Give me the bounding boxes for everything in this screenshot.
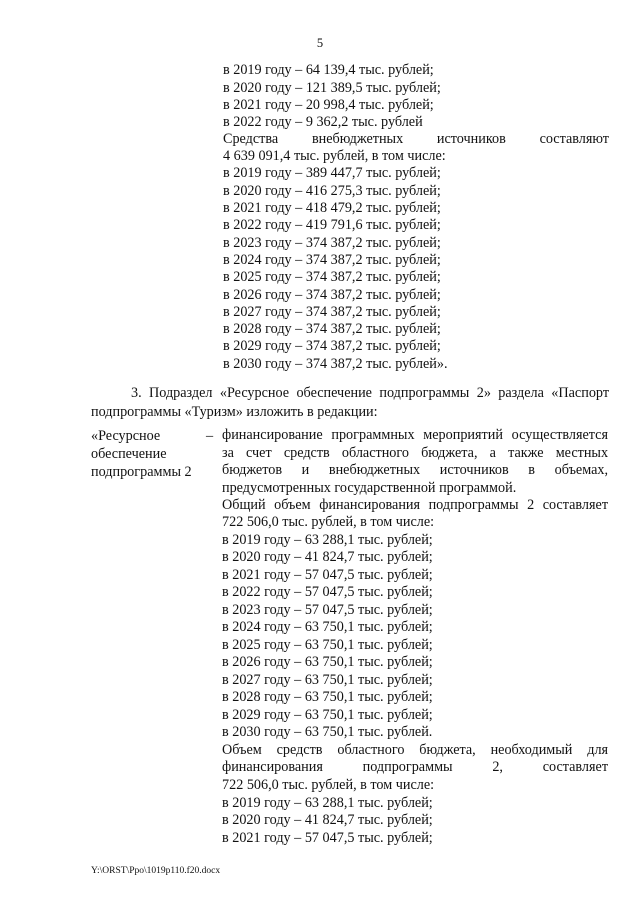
total-year-line: в 2027 году – 63 750,1 тыс. рублей; — [222, 672, 433, 688]
total-year-line: в 2028 году – 63 750,1 тыс. рублей; — [222, 689, 433, 705]
total-year-line: в 2026 году – 63 750,1 тыс. рублей; — [222, 654, 433, 670]
total-financing-line: Общий объем финансирования подпрограммы 2 составляет — [222, 497, 609, 513]
extrabudget-year-line: в 2026 году – 374 387,2 тыс. рублей; — [223, 287, 441, 303]
budget-year-line: в 2022 году – 9 362,2 тыс. рублей — [223, 114, 423, 130]
total-year-line: в 2029 году – 63 750,1 тыс. рублей; — [222, 707, 433, 723]
funding-intro-line: бюджетов и внебюджетных источников в объемах, — [222, 462, 609, 478]
separator-dash: – — [206, 428, 214, 444]
total-year-line: в 2019 году – 63 288,1 тыс. рублей; — [222, 532, 433, 548]
total-year-line: в 2030 году – 63 750,1 тыс. рублей. — [222, 724, 433, 740]
extrabudget-year-line: в 2030 году – 374 387,2 тыс. рублей». — [223, 356, 448, 372]
extrabudget-year-line: в 2024 году – 374 387,2 тыс. рублей; — [223, 252, 441, 268]
regional-budget-value: 722 506,0 тыс. рублей, в том числе: — [222, 777, 435, 793]
section-instruction-line-2: подпрограммы «Туризм» изложить в редакции: — [91, 404, 378, 420]
funding-intro-line: финансирование программных мероприятий осуществляется — [222, 427, 609, 443]
extrabudget-year-line: в 2025 году – 374 387,2 тыс. рублей; — [223, 269, 441, 285]
total-year-line: в 2024 году – 63 750,1 тыс. рублей; — [222, 619, 433, 635]
extrabudget-year-line: в 2021 году – 418 479,2 тыс. рублей; — [223, 200, 441, 216]
extrabudget-total: 4 639 091,4 тыс. рублей, в том числе: — [223, 148, 446, 164]
total-year-line: в 2023 году – 57 047,5 тыс. рублей; — [222, 602, 433, 618]
regional-year-line: в 2020 году – 41 824,7 тыс. рублей; — [222, 812, 433, 828]
budget-year-line: в 2020 году – 121 389,5 тыс. рублей; — [223, 80, 441, 96]
extrabudget-heading: Средства внебюджетных источников составляют — [223, 131, 610, 147]
extrabudget-year-line: в 2023 году – 374 387,2 тыс. рублей; — [223, 235, 441, 251]
budget-year-line: в 2019 году – 64 139,4 тыс. рублей; — [223, 62, 434, 78]
regional-year-line: в 2019 году – 63 288,1 тыс. рублей; — [222, 795, 433, 811]
funding-intro-line: за счет средств областного бюджета, а также местных — [222, 445, 609, 461]
extrabudget-year-line: в 2020 году – 416 275,3 тыс. рублей; — [223, 183, 441, 199]
resource-label: «Ресурсное обеспечение подпрограммы 2 — [91, 428, 192, 480]
funding-intro-last: предусмотренных государственной программой. — [222, 480, 517, 496]
extrabudget-year-line: в 2029 году – 374 387,2 тыс. рублей; — [223, 338, 441, 354]
extrabudget-year-line: в 2027 году – 374 387,2 тыс. рублей; — [223, 304, 441, 320]
file-path-footer: Y:\ORST\Ppo\1019p110.f20.docx — [91, 866, 221, 876]
section-instruction-line-1: 3. Подраздел «Ресурсное обеспечение подпрограммы 2» раздела «Паспорт — [131, 385, 610, 401]
budget-year-line: в 2021 году – 20 998,4 тыс. рублей; — [223, 97, 434, 113]
extrabudget-year-line: в 2019 году – 389 447,7 тыс. рублей; — [223, 165, 441, 181]
total-financing-value: 722 506,0 тыс. рублей, в том числе: — [222, 514, 435, 530]
section-instruction — [91, 384, 609, 422]
regional-budget-line: финансирования подпрограммы 2, составляет — [222, 759, 609, 775]
total-year-line: в 2020 году – 41 824,7 тыс. рублей; — [222, 549, 433, 565]
extrabudget-year-line: в 2028 году – 374 387,2 тыс. рублей; — [223, 321, 441, 337]
regional-budget-line: Объем средств областного бюджета, необходимый для — [222, 742, 609, 758]
extrabudget-year-line: в 2022 году – 419 791,6 тыс. рублей; — [223, 217, 441, 233]
total-year-line: в 2022 году – 57 047,5 тыс. рублей; — [222, 584, 433, 600]
page-number: 5 — [316, 36, 324, 50]
total-year-line: в 2025 году – 63 750,1 тыс. рублей; — [222, 637, 433, 653]
regional-year-line: в 2021 году – 57 047,5 тыс. рублей; — [222, 830, 433, 846]
total-year-line: в 2021 году – 57 047,5 тыс. рублей; — [222, 567, 433, 583]
